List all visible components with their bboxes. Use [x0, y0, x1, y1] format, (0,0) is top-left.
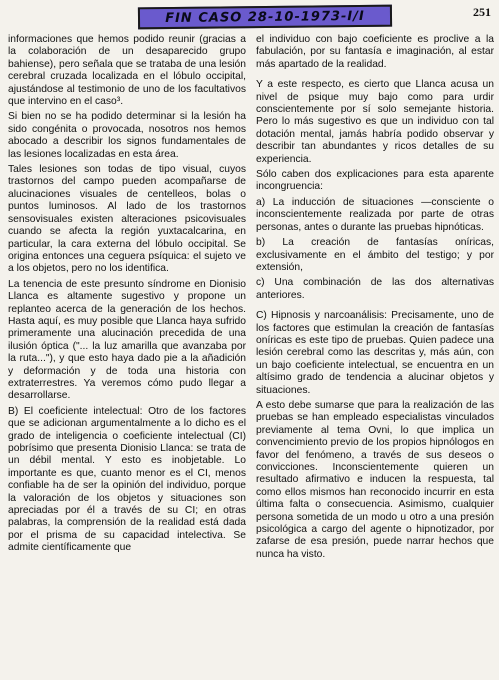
paragraph: Y a este respecto, es cierto que Llanca acusa un nivel de psique muy bajo como para urdir conscientemente por sí solo semejante historia. Pero lo más sugestivo es que un individuo con tal dotación mental, jamás habría podido observar y describir tan abundantes y ricos detalles de su experiencia.: [256, 79, 494, 165]
paragraph: A esto debe sumarse que para la realización de las pruebas se han empleado especialistas vinculados previamente al tema Ovni, lo que implica un convencimiento previo de los propios hipnólogos en favor del fenómeno, a través de sus deseos o convicciones. Inconscientemente quieren un resultado afirmativo e inducen la respuesta, tal como ellos mismos han reconocido incurrir en esta última falta o consecuencia. Asimismo, cualquier persona sometida de un modo u otro a una presión psicológica a cargo del agente o hipnotizador, por zafarse de esa presión, puede narrar hechos que nunca ha visto.: [256, 399, 494, 560]
paragraph: c) Una combinación de las dos alternativas anteriores.: [256, 277, 494, 301]
article-body: [8, 34, 495, 674]
paragraph: C) Hipnosis y narcoanálisis: Precisamente, uno de los factores que estimulan la creación de fantasías oníricas es este tipo de pruebas. Quien padece una lesión cerebral como las descritas y, más aún, con un bajo coeficiente intelectual, se encuentra en un altísimo grado de tendencia a alucinar objetos y situaciones.: [256, 310, 494, 396]
paragraph: Si bien no se ha podido determinar si la lesión ha sido congénita o provocada, nosotros nos hemos abocado a describir los signos fundamentales de las lesiones localizadas en esta área.: [8, 111, 246, 160]
paragraph: informaciones que hemos podido reunir (gracias a la colaboración de un desaparecido grupo bahiense), pero señala que se trataba de una lesión cerebral cruzada localizada en el lóbulo occipital, ajustándose al testimonio de uno de los facultativos que intervino en el caso³.: [8, 34, 246, 108]
paragraph: Tales lesiones son todas de tipo visual, cuyos trastornos del campo pueden acompañarse de alucinaciones visuales de centelleos, bolas o puntos luminosos. Al lado de los trastornos sensovisuales existen alteraciones psicovisuales cuando se afecta la región yuxtacalcarina, en particular, la cara externa del lóbulo occipital. Se origina entonces una ceguera psíquica: el sujeto ve a los objetos, pero no los identifica.: [8, 164, 246, 275]
header-stamp-text: FIN CASO 28-10-1973-I/I: [165, 8, 365, 26]
header-stamp: [138, 5, 392, 30]
paragraph: a) La inducción de situaciones —consciente o inconscientemente realizada por parte de otras personas, antes o durante las pruebas hipnóticas.: [256, 196, 494, 233]
page-number: 251: [473, 5, 491, 19]
left-column: [8, 34, 246, 674]
paragraph: Sólo caben dos explicaciones para esta aparente incongruencia:: [256, 169, 494, 193]
paragraph: el individuo con bajo coeficiente es proclive a la fabulación, por su fantasía e imaginación, al estar más apartado de la realidad.: [256, 34, 494, 70]
paragraph: La tenencia de este presunto síndrome en Dionisio Llanca es altamente sugestivo y propone un replanteo acerca de la generación de los hechos. Hasta aquí, es muy posible que Llanca haya sufrido primeramente una alucinación precedida de una ilusión óptica ("... la luz amarilla que avanzaba por la ruta..."), y que esto haya dado pie a la añadición y deformación y de toda una historia con extraterrestres. Ya veremos cómo pudo llegar a desarrollarse.: [8, 278, 246, 402]
paragraph: b) La creación de fantasías oníricas, exclusivamente en el ámbito del testigo; y por extensión,: [256, 237, 494, 273]
paragraph: B) El coeficiente intelectual: Otro de los factores que se adicionan argumentalmente a lo dicho es el grado de inteligencia o coeficiente intelectual (CI) pobrísimo que presenta Dionisio Llanca: se trata de un débil mental. Y esto es inobjetable. Lo importante es que, cuanto menor es el CI, menos confiable ha de ser la opinión del individuo, porque la valoración de los objetos y situaciones son apreciadas por él a través de su CI; en otras palabras, la comprensión de la realidad está dada por el prisma de su capacidad intelectiva. Se admite científicamente que: [8, 405, 246, 554]
right-column: [256, 34, 494, 674]
